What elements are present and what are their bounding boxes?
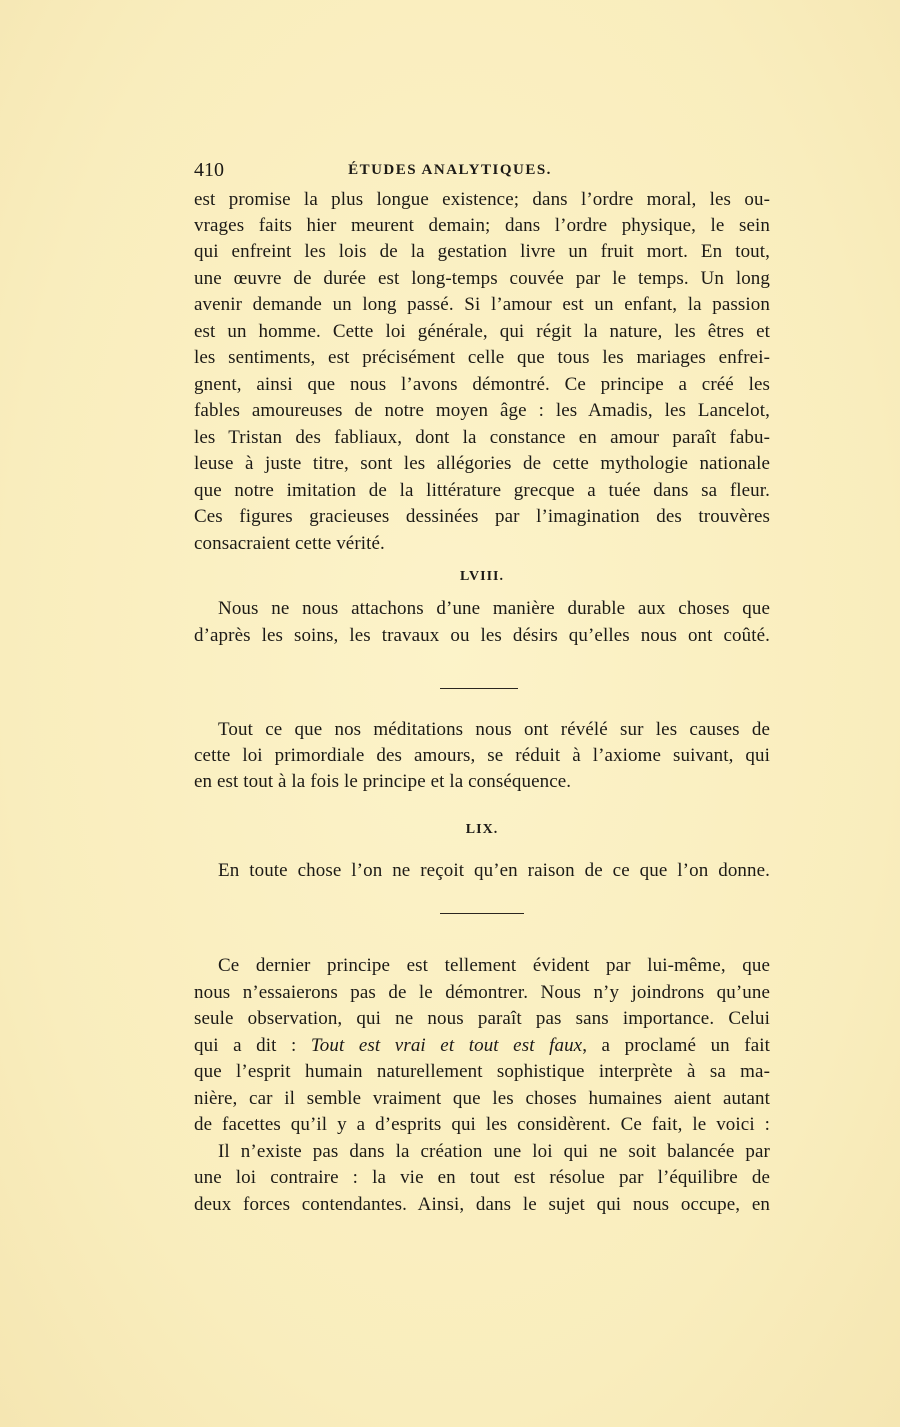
text-line: nous n’essaierons pas de le démontrer. Nous n’y joindrons qu’une xyxy=(194,982,770,1003)
text-line: que l’esprit humain naturellement sophistique interprète à sa ma- xyxy=(194,1061,770,1082)
section-divider xyxy=(440,688,518,689)
text-line: Tout ce que nos méditations nous ont révélé sur les causes de xyxy=(218,719,770,740)
section-divider xyxy=(440,913,524,914)
maxim-line: d’après les soins, les travaux ou les désirs qu’elles nous ont coûté. xyxy=(194,625,770,646)
text-segment: qui a dit : xyxy=(194,1035,311,1056)
text-line: Ces figures gracieuses dessinées par l’imagination des trouvères xyxy=(194,506,770,527)
text-line: Il n’existe pas dans la création une loi qui ne soit balancée par xyxy=(218,1141,770,1162)
section-heading-lix: LIX. xyxy=(465,822,499,837)
text-line: nière, car il semble vraiment que les choses humaines aient autant xyxy=(194,1088,770,1109)
text-line: en est tout à la fois le principe et la conséquence. xyxy=(194,771,572,792)
text-line: cette loi primordiale des amours, se réduit à l’axiome suivant, qui xyxy=(194,745,770,766)
text-line xyxy=(194,1033,770,1059)
text-line: seule observation, qui ne nous paraît pas sans importance. Celui xyxy=(194,1008,770,1029)
text-line: vrages faits hier meurent demain; dans l’ordre physique, le sein xyxy=(194,215,770,236)
italic-quote: Tout est vrai et tout est faux xyxy=(310,1035,583,1056)
text-line: une loi contraire : la vie en tout est résolue par l’équilibre de xyxy=(194,1167,770,1188)
text-line: de facettes qu’il y a d’esprits qui les considèrent. Ce fait, le voici : xyxy=(194,1114,770,1135)
text-line: est promise la plus longue existence; dans l’ordre moral, les ou- xyxy=(194,189,770,210)
text-line: consacraient cette vérité. xyxy=(194,533,385,554)
text-line: fables amoureuses de notre moyen âge : les Amadis, les Lancelot, xyxy=(194,400,770,421)
text-line: qui enfreint les lois de la gestation livre un fruit mort. En tout, xyxy=(194,241,770,262)
text-line: les Tristan des fabliaux, dont la constance en amour paraît fabu- xyxy=(194,427,770,448)
page-number: 410 xyxy=(194,159,224,181)
text-line: est un homme. Cette loi générale, qui régit la nature, les êtres et xyxy=(194,321,770,342)
running-title: ÉTUDES ANALYTIQUES. xyxy=(348,162,552,178)
text-segment: , a proclamé un fait xyxy=(582,1035,771,1056)
text-line: les sentiments, est précisément celle que tous les mariages enfrei- xyxy=(194,347,770,368)
section-heading-lviii: LVIII. xyxy=(459,569,504,584)
maxim-line: Nous ne nous attachons d’une manière durable aux choses que xyxy=(218,598,770,619)
text-line: leuse à juste titre, sont les allégories de cette mythologie nationale xyxy=(194,453,770,474)
text-line: deux forces contendantes. Ainsi, dans le sujet qui nous occupe, en xyxy=(194,1194,770,1215)
text-line: que notre imitation de la littérature grecque a tuée dans sa fleur. xyxy=(194,480,770,501)
maxim-line: En toute chose l’on ne reçoit qu’en raison de ce que l’on donne. xyxy=(218,860,770,881)
text-line: avenir demande un long passé. Si l’amour est un enfant, la passion xyxy=(194,294,770,315)
text-line: gnent, ainsi que nous l’avons démontré. Ce principe a créé les xyxy=(194,374,770,395)
text-line: Ce dernier principe est tellement évident par lui-même, que xyxy=(218,955,770,976)
text-line: une œuvre de durée est long-temps couvée par le temps. Un long xyxy=(194,268,770,289)
